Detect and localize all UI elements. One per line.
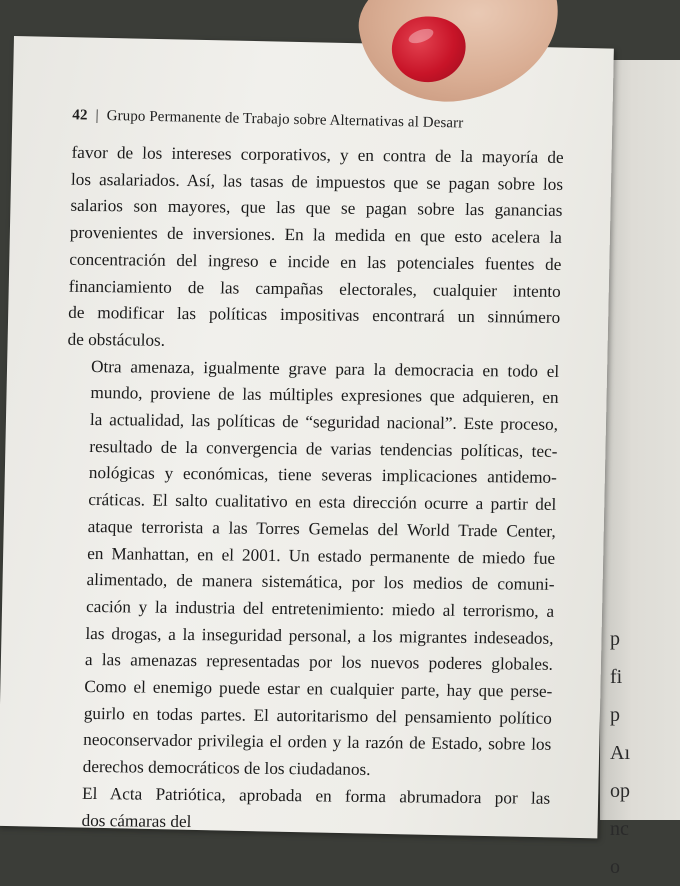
fragment-letter: Aı (610, 742, 630, 764)
text-line: de modificar las políticas impositivas encontrará un sinnúmero (68, 302, 561, 328)
body-text (57, 140, 564, 839)
text-line: en Manhattan, en el 2001. Un estado permanente de miedo fue (86, 543, 556, 568)
text-line: salarios son mayores, que las que se pagan sobre las ganancias (70, 196, 563, 221)
header-separator: | (95, 107, 99, 124)
running-header (72, 107, 463, 132)
text-line: mundo, proviene de las múltiples expresiones que adquieren, en (90, 383, 559, 408)
text-line: de obstáculos. (67, 329, 166, 350)
text-line: la actualidad, las políticas de “seguridad nacional”. Este proceso, (89, 410, 559, 434)
fragment-letter: op (610, 780, 630, 802)
text-line: ataque terrorista a las Torres Gemelas del World Trade Center, (87, 516, 556, 541)
text-line: provenientes de inversiones. En la medida en que esto acelera la (69, 222, 563, 248)
text-line: El Acta Patriótica, aprobada en forma abrumadora por las (81, 783, 551, 808)
text-line: favor de los intereses corporativos, y en contra de la mayoría de (71, 142, 564, 167)
fragment-letter: o (610, 856, 620, 878)
text-line: cación y la industria del entretenimiento: miedo al terrorismo, a (85, 596, 555, 621)
text-line: dos cámaras del (81, 810, 192, 831)
text-line: a las amenazas representadas por los nuevos poderes globales. (84, 650, 554, 675)
fragment-letter: fi (610, 666, 623, 688)
text-line: cráticas. El salto cualitativo en esta dirección ocurre a partir del (88, 490, 557, 515)
text-line: derechos democráticos de los ciudadanos. (82, 757, 371, 780)
fragment-letter: nc (610, 818, 629, 840)
running-title: Grupo Permanente de Trabajo sobre Alternativas al Desarr (106, 107, 464, 132)
facing-page-fragments (610, 620, 650, 886)
text-line: nológicas y económicas, tiene severas implicaciones antidemo- (88, 463, 558, 488)
text-line: resultado de la convergencia de varias tendencias políticas, tec- (89, 436, 558, 461)
text-line: alimentado, de manera sistemática, por los medios de comuni- (86, 570, 555, 595)
fragment-letter: p (610, 704, 620, 726)
text-line: Como el enemigo puede estar en cualquier parte, hay que perse- (84, 677, 553, 701)
fragment-letter: p (610, 628, 620, 650)
page-number: 42 (72, 107, 88, 124)
text-line: guirlo en todas partes. El autoritarismo del pensamiento político (83, 703, 553, 728)
book-page (0, 36, 614, 838)
text-line: las drogas, a la inseguridad personal, a los migrantes indeseados, (85, 623, 554, 648)
paragraph-2 (58, 353, 559, 785)
text-line: Otra amenaza, igualmente grave para la democracia en todo el (90, 356, 560, 381)
text-line: financiamiento de las campañas electorales, cualquier intento (68, 276, 561, 301)
text-line: concentración del ingreso e incide en las potenciales fuentes de (69, 249, 562, 274)
text-line: los asalariados. Así, las tasas de impuestos que se pagan sobre los (70, 169, 564, 194)
paragraph-1 (67, 140, 563, 359)
text-line: neoconservador privilegia el orden y la razón de Estado, sobre los (83, 730, 552, 755)
paragraph-3 (57, 781, 550, 840)
